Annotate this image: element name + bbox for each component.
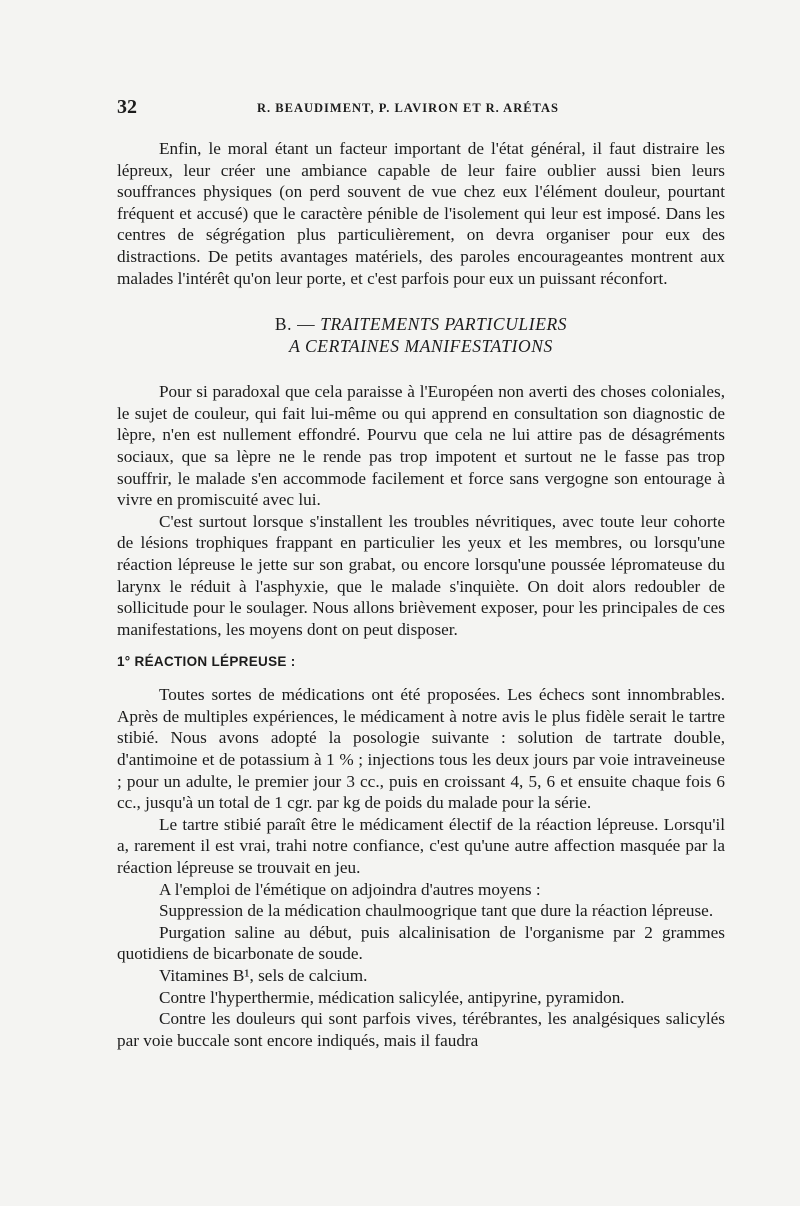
paragraph: Purgation saline au début, puis alcalinisation de l'organisme par 2 grammes quotidiens de bicarbonate de soude.	[117, 922, 725, 964]
paragraph: Le tartre stibié paraît être le médicament électif de la réaction lépreuse. Lorsqu'il a, rarement il est vrai, trahi notre confiance, c'est qu'une autre affection masquée par la réaction lépreuse se trouvait en jeu.	[117, 814, 725, 878]
paragraph: Contre l'hyperthermie, médication salicylée, antipyrine, pyramidon.	[159, 987, 625, 1007]
paragraph: A l'emploi de l'émétique on adjoindra d'autres moyens :	[159, 879, 541, 899]
page-number: 32	[117, 96, 137, 118]
paragraph: Toutes sortes de médications ont été proposées. Les échecs sont innombrables. Après de multiples expériences, le médicament à notre avis le plus fidèle serait le tartre stibié. Nous avons adopté la posologie suivante : solution de tartrate double, d'antimoine et de potassium à 1 % ; injections tous les deux jours par voie intraveineuse ; pour un adulte, le premier jour 3 cc., puis en croissant 4, 5, 6 et ensuite chaque fois 6 cc., jusqu'à un total de 1 cgr. par kg de poids du malade pour la série.	[117, 685, 725, 813]
intro-paragraph: Enfin, le moral étant un facteur important de l'état général, il faut distraire les lépreux, leur créer une ambiance capable de leur faire oublier aussi bien leurs souffrances physiques (on perd souvent de vue chez eux l'élément douleur, pourtant fréquent et accusé) que le caractère pénible de l'isolement qui leur est imposé. Dans les centres de ségrégation plus particulièrement, on devra organiser pour eux des distractions. De petits avantages matériels, des paroles encourageantes montrent aux malades l'intérêt qu'on leur porte, et c'est parfois pour eux un puissant réconfort.	[117, 139, 725, 288]
running-title: R. BEAUDIMENT, P. LAVIRON ET R. ARÉTAS	[257, 101, 559, 115]
paragraph: Pour si paradoxal que cela paraisse à l'Européen non averti des choses coloniales, le sujet de couleur, qui fait lui-même ou qui apprend en consultation son diagnostic de lèpre, n'en est nullement effondré. Pourvu que cela ne lui attire pas de désagréments sociaux, que sa lèpre ne le rende pas trop impotent et surtout ne le fasse pas trop souffrir, le malade s'en accommode facilement et force sans vergogne son entourage à vivre en promiscuité avec lui.	[117, 382, 725, 510]
section-heading	[117, 313, 725, 357]
section-title-line-1: TRAITEMENTS PARTICULIERS	[320, 314, 568, 335]
paragraph: Contre les douleurs qui sont parfois vives, térébrantes, les analgésiques salicylés par voie buccale sont encore indiqués, mais il faudra	[117, 1009, 725, 1050]
section-title-line-2: A CERTAINES MANIFESTATIONS	[289, 336, 553, 357]
paragraph: Suppression de la médication chaulmoogrique tant que dure la réaction lépreuse.	[159, 901, 714, 921]
running-header	[117, 96, 725, 124]
paragraph: C'est surtout lorsque s'installent les troubles névritiques, avec toute leur cohorte de lésions trophiques frappant en particulier les yeux et les membres, ou lorsqu'une réaction lépreuse le jette sur son grabat, ou encore lorsqu'une poussée lépromateuse du larynx le réduit à l'asphyxie, que le malade s'inquiète. On doit alors redoubler de sollicitude pour le soulager. Nous allons brièvement exposer, pour les principales de ces manifestations, les moyens dont on peut disposer.	[117, 511, 725, 639]
paragraph: Vitamines B¹, sels de calcium.	[159, 966, 368, 985]
section-heading-line-1	[117, 313, 725, 335]
subsection-heading: 1° RÉACTION LÉPREUSE :	[117, 654, 296, 670]
section-letter: B. —	[274, 314, 316, 335]
document-page	[117, 96, 725, 1051]
